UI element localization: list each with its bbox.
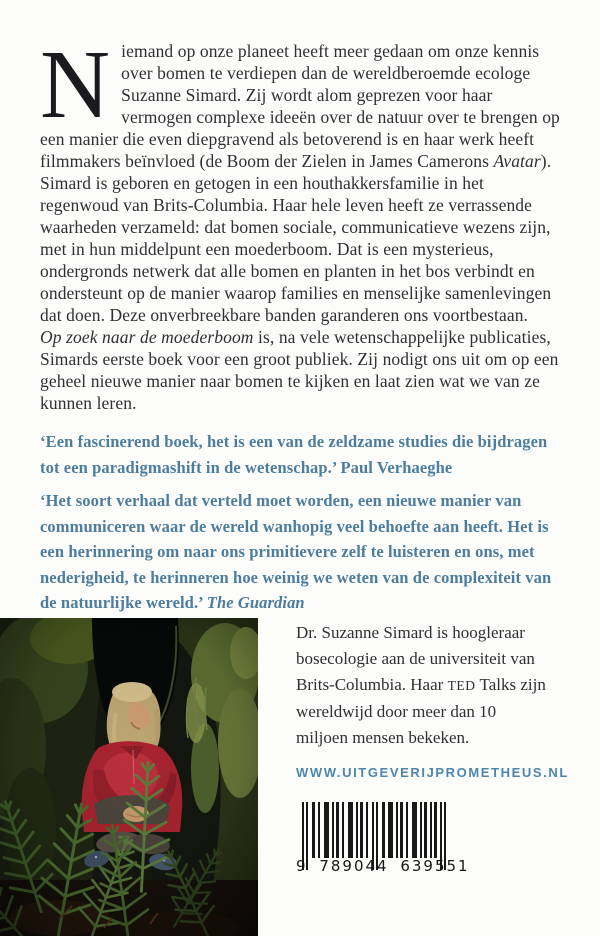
synopsis-paragraph-2 (40, 326, 562, 414)
book-title-italic: Op zoek naar de moederboom (40, 327, 254, 347)
review-quote-2-attribution: The Guardian (206, 593, 305, 612)
synopsis (40, 31, 562, 616)
review-quote-2-text: ‘Het soort verhaal dat verteld moet worden, een nieuwe manier van communiceren waar de wereld wanhopig veel behoefte aan heeft. Het is een herinnering om naar ons primitievere zelf te luisteren en ons, met nederigheid, te herinneren hoe weinig we weten van de complexiteit van de natuurlijke wereld.’ (40, 491, 552, 612)
review-quote-1 (40, 429, 562, 480)
isbn-number: 9 789044 639551 (296, 857, 470, 875)
barcode (296, 802, 470, 875)
synopsis-text-run-2: ). Simard is geboren en getogen in een houthakkersfamilie in het regenwoud van Brits-Columbia. Haar hele leven heeft ze verrassende waarheden verzameld: dat bomen sociale, communicatieve wezens zijn, met in hun middelpunt een moederboom. Dat is een mysterieus, ondergronds netwerk dat alle bomen en planten in het bos verbindt en ondersteunt op de manier waarop families en menselijke samenlevingen dat doen. Deze onverbreekbare banden garanderen ons voortbestaan. (40, 151, 552, 325)
dropcap-letter: N (40, 31, 111, 138)
author-bio-run-2: Talks zijn wereldwijd door meer dan 10 miljoen mensen bekeken. (296, 675, 546, 747)
synopsis-text-run-1: iemand op onze planeet heeft meer gedaan om onze kennis over bomen te verdiepen dan de wereldberoemde ecologe Suzanne Simard. Zij wordt alom geprezen voor haar vermogen complexe ideeën over de natuur over te brengen op een manier die even diepgravend als betoverend is en haar werk heeft filmmakers beïnvloed (de Boom der Zielen in James Camerons (40, 41, 560, 171)
synopsis-text-run-3: is, na vele wetenschappelijke publicaties, Simards eerste boek voor een groot publiek. Zij nodigt ons uit om op een geheel nieuwe manier naar bomen te kijken en laat zien wat we van ze kunnen leren. (40, 327, 559, 413)
review-quote-1-text: ‘Een fascinerend boek, het is een van de zeldzame studies die bijdragen tot een paradigmashift in de wetenschap.’ (40, 432, 548, 477)
author-bio-run-1: Dr. Suzanne Simard is hoogleraar bosecologie aan de universiteit van Brits-Columbia. Haar (296, 623, 535, 694)
film-title-italic: Avatar (493, 151, 541, 171)
author-photo (0, 618, 258, 936)
review-quote-1-attribution: Paul Verhaeghe (340, 457, 453, 477)
photo-vignette (0, 618, 258, 936)
publisher-url: WWW.UITGEVERIJPROMETHEUS.NL (296, 765, 569, 780)
review-quote-2 (40, 488, 562, 616)
ted-smallcaps: TED (447, 678, 476, 693)
back-cover-right-column (296, 620, 569, 875)
synopsis-paragraph-1 (40, 31, 562, 326)
author-bio (296, 620, 550, 751)
forest-photo-illustration (0, 618, 258, 936)
